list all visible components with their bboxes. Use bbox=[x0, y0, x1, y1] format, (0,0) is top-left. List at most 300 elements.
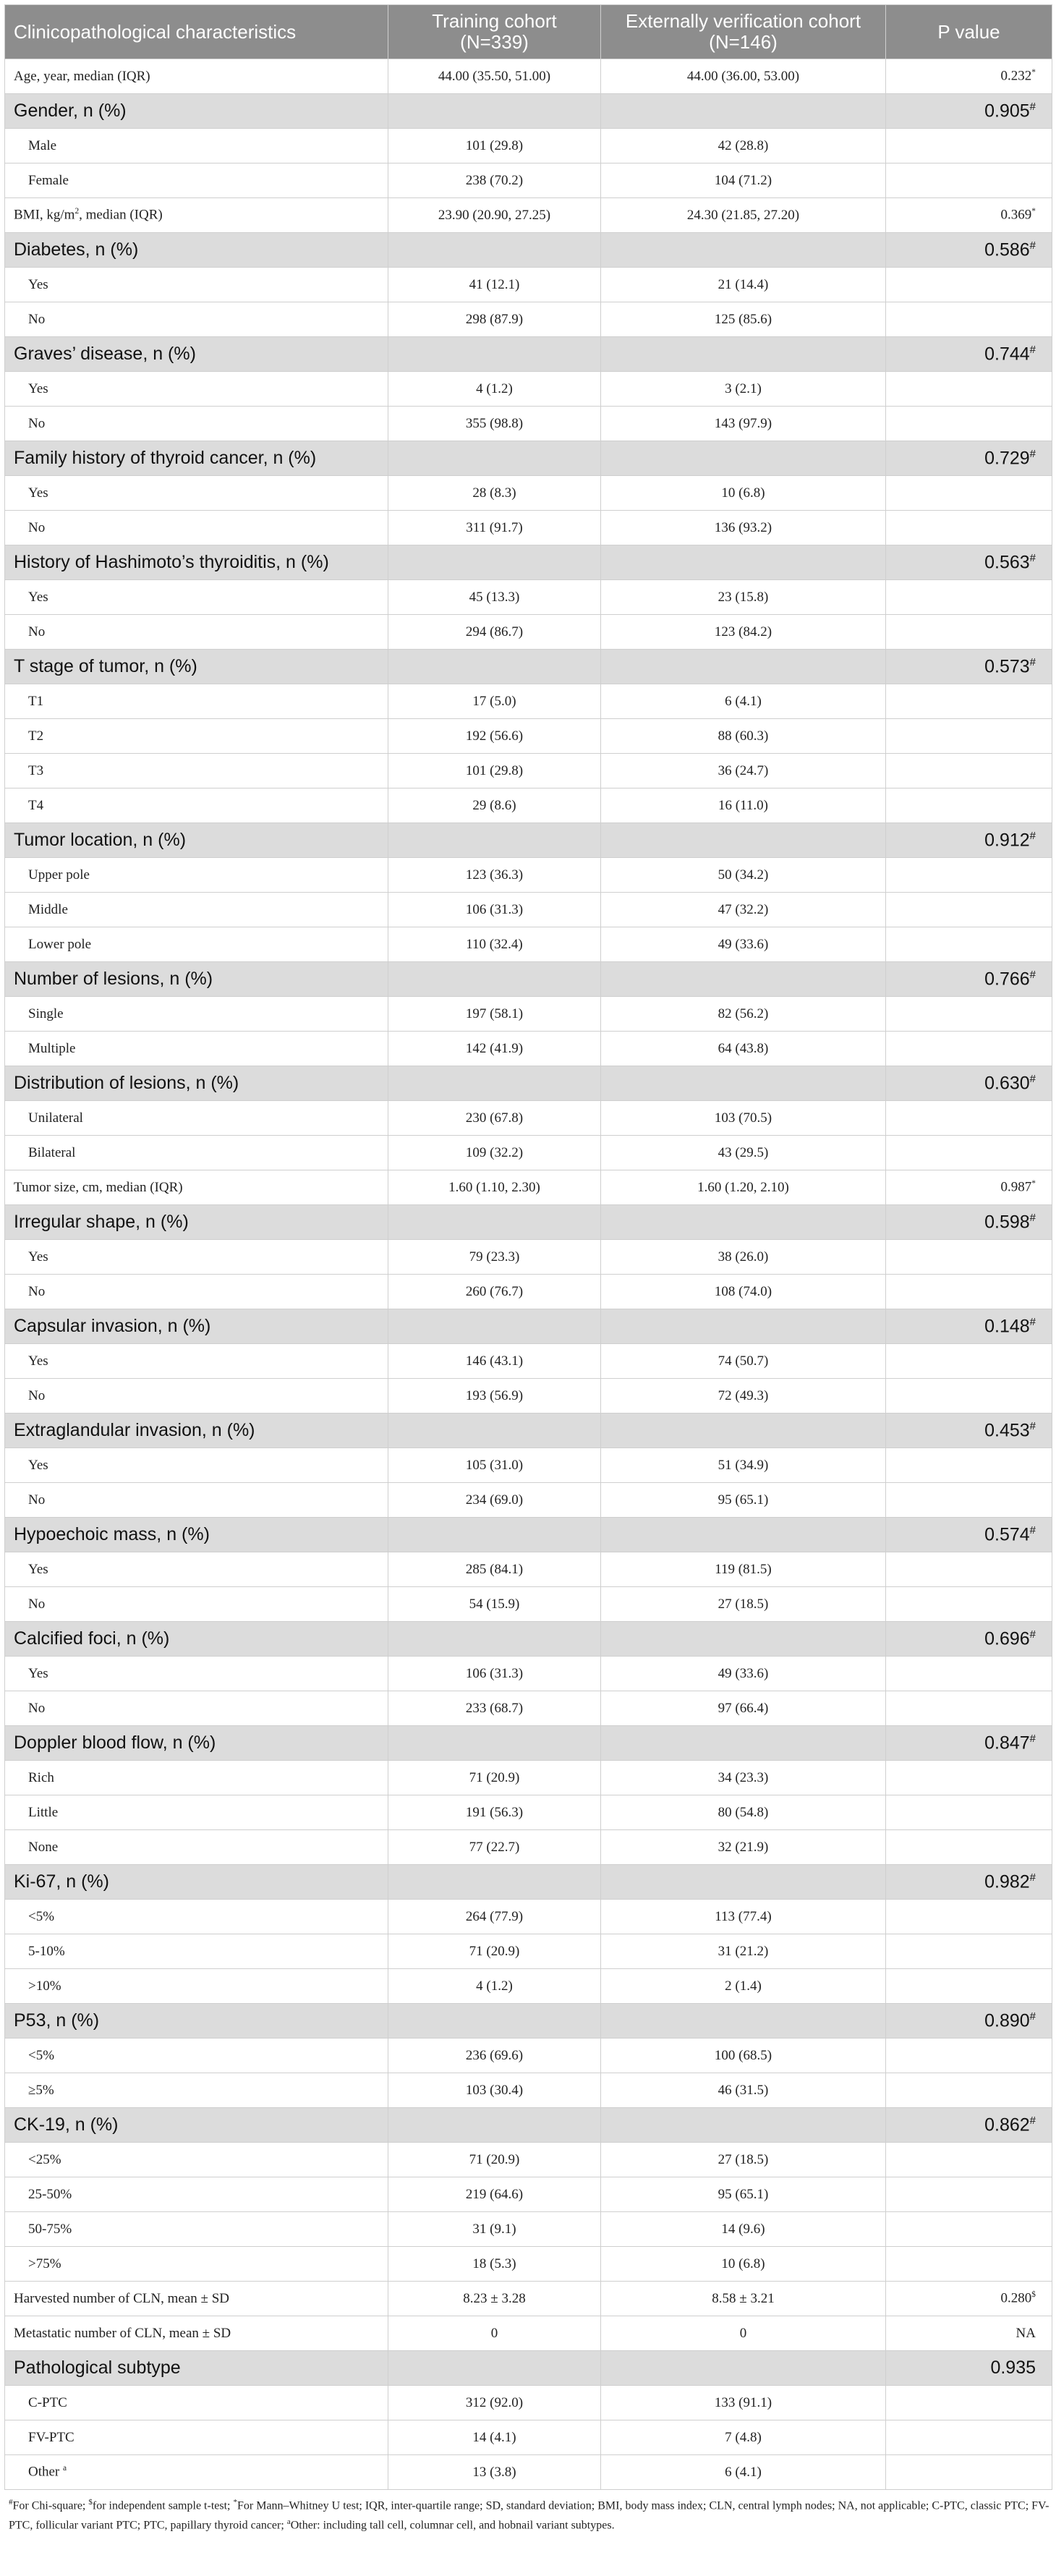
subcategory-row bbox=[5, 719, 1052, 754]
table-body bbox=[5, 59, 1052, 2490]
row-label bbox=[5, 2351, 388, 2386]
p-value-text: 0.987 bbox=[1000, 1179, 1032, 1195]
training-cohort-value: 191 (56.3) bbox=[388, 1795, 601, 1830]
external-cohort-value: 72 (49.3) bbox=[601, 1379, 886, 1414]
row-label-text: Tumor size, cm, median (IQR) bbox=[14, 1179, 183, 1195]
row-label-text: >75% bbox=[28, 2256, 61, 2271]
external-cohort-value: 113 (77.4) bbox=[601, 1900, 886, 1934]
p-value bbox=[886, 1622, 1052, 1657]
row-label-text: Hypoechoic mass, n (%) bbox=[14, 1524, 210, 1544]
training-cohort-value: 230 (67.8) bbox=[388, 1101, 601, 1136]
p-value bbox=[886, 1795, 1052, 1830]
row-label bbox=[5, 754, 388, 788]
row-label bbox=[5, 407, 388, 441]
row-label-text: Male bbox=[28, 137, 57, 153]
training-cohort-value: 142 (41.9) bbox=[388, 1032, 601, 1066]
row-label bbox=[5, 2004, 388, 2039]
row-label bbox=[5, 2247, 388, 2282]
external-cohort-value: 47 (32.2) bbox=[601, 893, 886, 927]
p-value bbox=[886, 1379, 1052, 1414]
training-cohort-value: 8.23 ± 3.28 bbox=[388, 2282, 601, 2316]
row-label-text: Bilateral bbox=[28, 1144, 76, 1160]
training-cohort-value: 355 (98.8) bbox=[388, 407, 601, 441]
p-value bbox=[886, 2073, 1052, 2108]
p-value bbox=[886, 1275, 1052, 1309]
external-cohort-value: 100 (68.5) bbox=[601, 2039, 886, 2073]
table-footnote bbox=[4, 2490, 1053, 2534]
training-cohort-value: 0 bbox=[388, 2316, 601, 2351]
row-label-text: >10% bbox=[28, 1978, 61, 1994]
category-row bbox=[5, 1414, 1052, 1448]
row-label bbox=[5, 2420, 388, 2455]
training-cohort-value: 14 (4.1) bbox=[388, 2420, 601, 2455]
row-label-text: Other bbox=[28, 2464, 64, 2480]
row-label-text: Little bbox=[28, 1804, 59, 1820]
category-row bbox=[5, 1205, 1052, 1240]
external-cohort-value: 27 (18.5) bbox=[601, 1587, 886, 1622]
p-value-text: 0.598 bbox=[984, 1212, 1030, 1233]
training-cohort-value: 123 (36.3) bbox=[388, 858, 601, 893]
training-cohort-value: 23.90 (20.90, 27.25) bbox=[388, 198, 601, 233]
subcategory-row bbox=[5, 2073, 1052, 2108]
training-cohort-value: 54 (15.9) bbox=[388, 1587, 601, 1622]
row-label-text: 5-10% bbox=[28, 1943, 65, 1959]
row-label-text: None bbox=[28, 1839, 59, 1855]
category-row bbox=[5, 545, 1052, 580]
p-value bbox=[886, 858, 1052, 893]
p-value-text: 0.982 bbox=[984, 1871, 1030, 1892]
external-cohort-value bbox=[601, 1865, 886, 1900]
training-cohort-value: 234 (69.0) bbox=[388, 1483, 601, 1518]
row-label-text: Multiple bbox=[28, 1040, 76, 1056]
row-label-text: Graves’ disease, n (%) bbox=[14, 344, 196, 364]
p-value bbox=[886, 2420, 1052, 2455]
subcategory-row bbox=[5, 788, 1052, 823]
p-value bbox=[886, 302, 1052, 337]
row-label-text: Ki-67, n (%) bbox=[14, 1871, 109, 1892]
row-label-text: T4 bbox=[28, 797, 44, 813]
row-label-text: Yes bbox=[28, 1665, 48, 1681]
subcategory-row bbox=[5, 1448, 1052, 1483]
subcategory-row bbox=[5, 1900, 1052, 1934]
external-cohort-value: 49 (33.6) bbox=[601, 927, 886, 962]
external-cohort-value bbox=[601, 650, 886, 684]
external-cohort-value: 44.00 (36.00, 53.00) bbox=[601, 59, 886, 94]
training-cohort-value: 17 (5.0) bbox=[388, 684, 601, 719]
row-label-text: T2 bbox=[28, 728, 44, 744]
training-cohort-value bbox=[388, 441, 601, 476]
p-value bbox=[886, 1552, 1052, 1587]
training-cohort-value: 311 (91.7) bbox=[388, 511, 601, 545]
category-row bbox=[5, 962, 1052, 997]
row-label-text: Unilateral bbox=[28, 1110, 83, 1126]
row-label bbox=[5, 163, 388, 198]
external-cohort-value: 143 (97.9) bbox=[601, 407, 886, 441]
training-cohort-value bbox=[388, 1622, 601, 1657]
p-value bbox=[886, 580, 1052, 615]
p-value-text: 0.369 bbox=[1000, 207, 1032, 223]
training-cohort-value bbox=[388, 94, 601, 129]
table-container bbox=[4, 4, 1052, 2534]
subcategory-row bbox=[5, 2039, 1052, 2073]
row-label-text: Yes bbox=[28, 381, 48, 396]
p-value bbox=[886, 1066, 1052, 1101]
subcategory-row bbox=[5, 2143, 1052, 2177]
row-label bbox=[5, 615, 388, 650]
external-cohort-value: 133 (91.1) bbox=[601, 2386, 886, 2420]
footnote-marker: $ bbox=[88, 2498, 93, 2507]
external-cohort-value: 103 (70.5) bbox=[601, 1101, 886, 1136]
training-cohort-value: 13 (3.8) bbox=[388, 2455, 601, 2490]
p-value bbox=[886, 476, 1052, 511]
p-value bbox=[886, 1900, 1052, 1934]
row-label bbox=[5, 2282, 388, 2316]
p-value bbox=[886, 1309, 1052, 1344]
external-cohort-value bbox=[601, 1622, 886, 1657]
p-value-test-marker: # bbox=[1029, 1211, 1036, 1224]
row-label bbox=[5, 441, 388, 476]
subcategory-row bbox=[5, 1657, 1052, 1691]
p-value-text: 0.232 bbox=[1000, 68, 1032, 84]
p-value-test-marker: # bbox=[1029, 2010, 1036, 2023]
row-label-text: BMI, kg/m bbox=[14, 207, 75, 223]
p-value-test-marker: # bbox=[1029, 1419, 1036, 1432]
row-label bbox=[5, 1552, 388, 1587]
p-value bbox=[886, 129, 1052, 163]
p-value bbox=[886, 2143, 1052, 2177]
p-value-text: 0.766 bbox=[984, 969, 1030, 990]
row-label bbox=[5, 997, 388, 1032]
row-label bbox=[5, 1761, 388, 1795]
p-value bbox=[886, 1934, 1052, 1969]
row-label-text: Capsular invasion, n (%) bbox=[14, 1316, 211, 1336]
external-cohort-value: 32 (21.9) bbox=[601, 1830, 886, 1865]
subcategory-row bbox=[5, 754, 1052, 788]
p-value-test-marker: # bbox=[1029, 1072, 1036, 1085]
external-cohort-value: 24.30 (21.85, 27.20) bbox=[601, 198, 886, 233]
row-label-text: No bbox=[28, 1492, 46, 1508]
training-cohort-value: 109 (32.2) bbox=[388, 1136, 601, 1170]
row-label-text: Single bbox=[28, 1006, 64, 1021]
row-label-text: Lower pole bbox=[28, 936, 92, 952]
row-label bbox=[5, 1587, 388, 1622]
header-training-n: (N=339) bbox=[460, 31, 529, 53]
external-cohort-value: 88 (60.3) bbox=[601, 719, 886, 754]
row-label bbox=[5, 1101, 388, 1136]
p-value bbox=[886, 2316, 1052, 2351]
training-cohort-value: 79 (23.3) bbox=[388, 1240, 601, 1275]
row-label-text: No bbox=[28, 311, 46, 327]
row-label-text: No bbox=[28, 415, 46, 431]
external-cohort-value: 3 (2.1) bbox=[601, 372, 886, 407]
row-label bbox=[5, 198, 388, 233]
external-cohort-value bbox=[601, 2108, 886, 2143]
p-value bbox=[886, 650, 1052, 684]
row-label bbox=[5, 94, 388, 129]
row-label bbox=[5, 2039, 388, 2073]
p-value bbox=[886, 233, 1052, 268]
p-value-test-marker: # bbox=[1029, 1732, 1036, 1745]
training-cohort-value: 77 (22.7) bbox=[388, 1830, 601, 1865]
external-cohort-value: 95 (65.1) bbox=[601, 1483, 886, 1518]
header-p-value: P value bbox=[886, 5, 1052, 59]
header-external-title: Externally verification cohort bbox=[625, 10, 861, 32]
external-cohort-value bbox=[601, 1066, 886, 1101]
p-value bbox=[886, 1587, 1052, 1622]
label-superscript: a bbox=[63, 2464, 67, 2473]
p-value bbox=[886, 163, 1052, 198]
subcategory-row bbox=[5, 580, 1052, 615]
row-label bbox=[5, 1414, 388, 1448]
training-cohort-value: 146 (43.1) bbox=[388, 1344, 601, 1379]
p-value bbox=[886, 2351, 1052, 2386]
row-label-text: Number of lesions, n (%) bbox=[14, 969, 213, 989]
external-cohort-value bbox=[601, 94, 886, 129]
row-label-text: CK-19, n (%) bbox=[14, 2114, 119, 2135]
row-label-text: No bbox=[28, 1700, 46, 1716]
training-cohort-value: 4 (1.2) bbox=[388, 372, 601, 407]
subcategory-row bbox=[5, 2420, 1052, 2455]
training-cohort-value: 4 (1.2) bbox=[388, 1969, 601, 2004]
training-cohort-value bbox=[388, 650, 601, 684]
row-label-text: T stage of tumor, n (%) bbox=[14, 656, 197, 676]
header-external-cohort bbox=[601, 5, 886, 59]
external-cohort-value: 43 (29.5) bbox=[601, 1136, 886, 1170]
p-value bbox=[886, 1170, 1052, 1205]
row-label bbox=[5, 59, 388, 94]
row-label-text: Harvested number of CLN, mean ± SD bbox=[14, 2290, 229, 2306]
footnote-marker: a bbox=[286, 2517, 291, 2527]
row-label bbox=[5, 1726, 388, 1761]
subcategory-row bbox=[5, 1032, 1052, 1066]
row-label-text: No bbox=[28, 624, 46, 639]
training-cohort-value: 103 (30.4) bbox=[388, 2073, 601, 2108]
p-value bbox=[886, 1657, 1052, 1691]
training-cohort-value bbox=[388, 2351, 601, 2386]
p-value-text: 0.574 bbox=[984, 1524, 1030, 1545]
category-row bbox=[5, 1622, 1052, 1657]
training-cohort-value bbox=[388, 823, 601, 858]
training-cohort-value: 105 (31.0) bbox=[388, 1448, 601, 1483]
external-cohort-value bbox=[601, 1205, 886, 1240]
subcategory-row bbox=[5, 1344, 1052, 1379]
variable-row bbox=[5, 2282, 1052, 2316]
p-value bbox=[886, 997, 1052, 1032]
p-value bbox=[886, 372, 1052, 407]
external-cohort-value: 7 (4.8) bbox=[601, 2420, 886, 2455]
p-value bbox=[886, 94, 1052, 129]
row-label-text: T1 bbox=[28, 693, 44, 709]
subcategory-row bbox=[5, 1587, 1052, 1622]
external-cohort-value: 95 (65.1) bbox=[601, 2177, 886, 2212]
p-value bbox=[886, 2108, 1052, 2143]
external-cohort-value bbox=[601, 545, 886, 580]
p-value-test-marker: # bbox=[1029, 343, 1036, 356]
category-row bbox=[5, 1309, 1052, 1344]
category-row bbox=[5, 1865, 1052, 1900]
subcategory-row bbox=[5, 1552, 1052, 1587]
footnote-marker: * bbox=[233, 2498, 237, 2507]
row-label-text: Metastatic number of CLN, mean ± SD bbox=[14, 2325, 231, 2341]
p-value-text: 0.847 bbox=[984, 1733, 1030, 1754]
category-row bbox=[5, 2004, 1052, 2039]
row-label-text: Distribution of lesions, n (%) bbox=[14, 1073, 239, 1093]
row-label bbox=[5, 927, 388, 962]
training-cohort-value bbox=[388, 1414, 601, 1448]
training-cohort-value: 71 (20.9) bbox=[388, 1761, 601, 1795]
table-header-row bbox=[5, 5, 1052, 59]
row-label-text: Yes bbox=[28, 1561, 48, 1577]
training-cohort-value: 298 (87.9) bbox=[388, 302, 601, 337]
subcategory-row bbox=[5, 129, 1052, 163]
header-external-n: (N=146) bbox=[709, 31, 778, 53]
row-label bbox=[5, 129, 388, 163]
p-value bbox=[886, 1830, 1052, 1865]
p-value-text: 0.696 bbox=[984, 1628, 1030, 1649]
p-value-text: 0.729 bbox=[984, 448, 1030, 469]
row-label bbox=[5, 1969, 388, 2004]
external-cohort-value: 1.60 (1.20, 2.10) bbox=[601, 1170, 886, 1205]
p-value-text: 0.905 bbox=[984, 101, 1030, 122]
p-value bbox=[886, 1414, 1052, 1448]
p-value bbox=[886, 441, 1052, 476]
row-label bbox=[5, 1691, 388, 1726]
p-value bbox=[886, 893, 1052, 927]
training-cohort-value: 236 (69.6) bbox=[388, 2039, 601, 2073]
external-cohort-value: 108 (74.0) bbox=[601, 1275, 886, 1309]
row-label-text: Family history of thyroid cancer, n (%) bbox=[14, 448, 317, 468]
training-cohort-value: 101 (29.8) bbox=[388, 129, 601, 163]
row-label bbox=[5, 2108, 388, 2143]
p-value bbox=[886, 719, 1052, 754]
row-label-text: Calcified foci, n (%) bbox=[14, 1628, 170, 1649]
category-row bbox=[5, 1726, 1052, 1761]
training-cohort-value bbox=[388, 1518, 601, 1552]
subcategory-row bbox=[5, 511, 1052, 545]
subcategory-row bbox=[5, 1830, 1052, 1865]
training-cohort-value bbox=[388, 1066, 601, 1101]
training-cohort-value: 285 (84.1) bbox=[388, 1552, 601, 1587]
p-value bbox=[886, 337, 1052, 372]
category-row bbox=[5, 823, 1052, 858]
training-cohort-value bbox=[388, 2108, 601, 2143]
external-cohort-value: 23 (15.8) bbox=[601, 580, 886, 615]
subcategory-row bbox=[5, 1136, 1052, 1170]
subcategory-row bbox=[5, 268, 1052, 302]
variable-row bbox=[5, 1170, 1052, 1205]
training-cohort-value bbox=[388, 337, 601, 372]
training-cohort-value: 219 (64.6) bbox=[388, 2177, 601, 2212]
row-label bbox=[5, 684, 388, 719]
row-label-text: Yes bbox=[28, 485, 48, 501]
subcategory-row bbox=[5, 1101, 1052, 1136]
row-label-text: ≥5% bbox=[28, 2082, 54, 2098]
external-cohort-value: 42 (28.8) bbox=[601, 129, 886, 163]
row-label bbox=[5, 650, 388, 684]
row-label bbox=[5, 1830, 388, 1865]
p-value bbox=[886, 1691, 1052, 1726]
p-value bbox=[886, 1518, 1052, 1552]
training-cohort-value: 45 (13.3) bbox=[388, 580, 601, 615]
row-label bbox=[5, 545, 388, 580]
p-value bbox=[886, 2386, 1052, 2420]
external-cohort-value: 119 (81.5) bbox=[601, 1552, 886, 1587]
row-label bbox=[5, 2386, 388, 2420]
training-cohort-value bbox=[388, 1865, 601, 1900]
row-label bbox=[5, 268, 388, 302]
external-cohort-value: 38 (26.0) bbox=[601, 1240, 886, 1275]
row-label bbox=[5, 1483, 388, 1518]
external-cohort-value: 10 (6.8) bbox=[601, 2247, 886, 2282]
p-value-test-marker: # bbox=[1029, 100, 1036, 113]
p-value bbox=[886, 962, 1052, 997]
p-value-test-marker: $ bbox=[1031, 2290, 1036, 2300]
training-cohort-value: 233 (68.7) bbox=[388, 1691, 601, 1726]
label-superscript: 2 bbox=[74, 207, 80, 216]
p-value-test-marker: # bbox=[1029, 829, 1036, 842]
p-value-text: 0.862 bbox=[984, 2114, 1030, 2135]
external-cohort-value bbox=[601, 1309, 886, 1344]
external-cohort-value: 0 bbox=[601, 2316, 886, 2351]
external-cohort-value: 136 (93.2) bbox=[601, 511, 886, 545]
category-row bbox=[5, 2108, 1052, 2143]
external-cohort-value: 125 (85.6) bbox=[601, 302, 886, 337]
external-cohort-value: 2 (1.4) bbox=[601, 1969, 886, 2004]
training-cohort-value: 106 (31.3) bbox=[388, 1657, 601, 1691]
p-value-test-marker: # bbox=[1029, 1315, 1036, 1328]
row-label-text: Diabetes, n (%) bbox=[14, 239, 139, 260]
p-value-text: NA bbox=[1015, 2325, 1036, 2341]
p-value-text: 0.148 bbox=[984, 1316, 1030, 1337]
row-label-text: Yes bbox=[28, 1457, 48, 1473]
footnote-text: for independent sample t-test; bbox=[92, 2499, 234, 2512]
row-label bbox=[5, 1066, 388, 1101]
row-label bbox=[5, 1518, 388, 1552]
external-cohort-value: 104 (71.2) bbox=[601, 163, 886, 198]
p-value bbox=[886, 1101, 1052, 1136]
variable-row bbox=[5, 2316, 1052, 2351]
header-training-title: Training cohort bbox=[432, 10, 557, 32]
row-label-text: Gender, n (%) bbox=[14, 101, 127, 121]
p-value bbox=[886, 1136, 1052, 1170]
external-cohort-value bbox=[601, 2351, 886, 2386]
row-label-text: T3 bbox=[28, 762, 44, 778]
row-label bbox=[5, 1309, 388, 1344]
training-cohort-value bbox=[388, 233, 601, 268]
row-label bbox=[5, 1032, 388, 1066]
training-cohort-value: 29 (8.6) bbox=[388, 788, 601, 823]
p-value bbox=[886, 823, 1052, 858]
external-cohort-value: 64 (43.8) bbox=[601, 1032, 886, 1066]
p-value bbox=[886, 2039, 1052, 2073]
row-label-text: Upper pole bbox=[28, 867, 90, 883]
training-cohort-value: 1.60 (1.10, 2.30) bbox=[388, 1170, 601, 1205]
header-characteristics: Clinicopathological characteristics bbox=[5, 5, 388, 59]
subcategory-row bbox=[5, 858, 1052, 893]
external-cohort-value: 80 (54.8) bbox=[601, 1795, 886, 1830]
p-value bbox=[886, 1032, 1052, 1066]
row-label-text: C-PTC bbox=[28, 2394, 67, 2410]
row-label bbox=[5, 1900, 388, 1934]
external-cohort-value: 82 (56.2) bbox=[601, 997, 886, 1032]
row-label bbox=[5, 580, 388, 615]
row-label-text: Middle bbox=[28, 901, 68, 917]
subcategory-row bbox=[5, 2247, 1052, 2282]
row-label bbox=[5, 1170, 388, 1205]
p-value bbox=[886, 754, 1052, 788]
p-value bbox=[886, 545, 1052, 580]
p-value bbox=[886, 1344, 1052, 1379]
